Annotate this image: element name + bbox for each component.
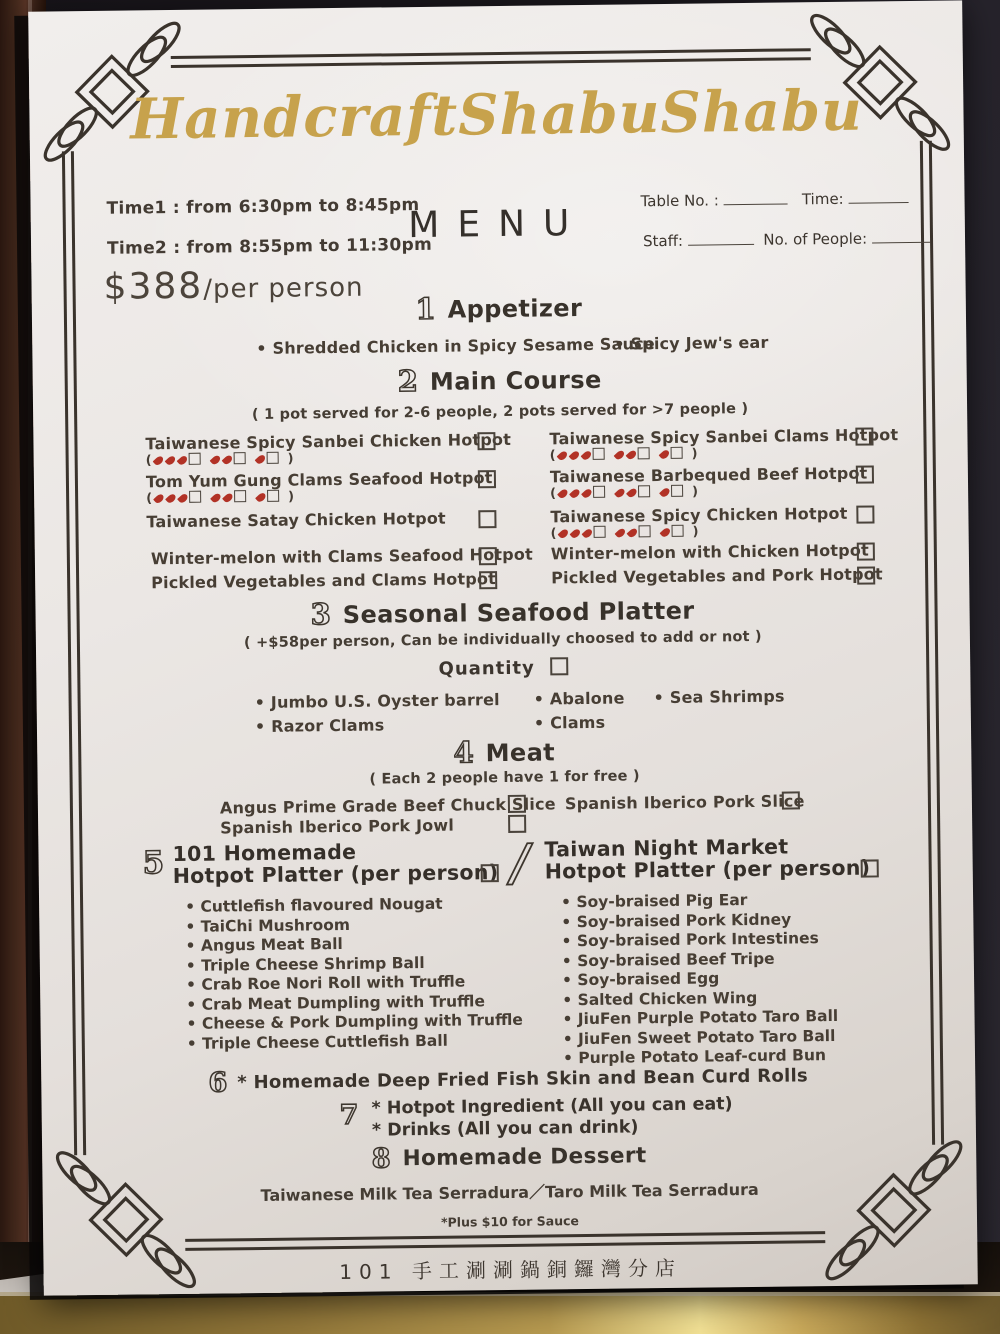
- hotpot-option: Pickled Vegetables and Pork Hotpot: [551, 564, 883, 588]
- chili-icon: [222, 454, 234, 466]
- platter-101-title-line1: 101 Homemade: [172, 839, 357, 867]
- chili-icon: [177, 454, 189, 466]
- section-number: 8: [371, 1143, 391, 1175]
- platter-101-checkbox[interactable]: [481, 864, 499, 882]
- spice-level-checkbox[interactable]: [267, 490, 279, 502]
- chili-icon: [165, 455, 177, 467]
- chili-icon: [255, 491, 267, 503]
- hotpot-option: Taiwanese Barbequed Beef Hotpot: [549, 463, 868, 487]
- seafood-item: • Abalone: [534, 689, 625, 709]
- section-number: 1: [415, 291, 436, 327]
- session-time-1: Time1 : from 6:30pm to 8:45pm: [106, 194, 420, 219]
- hotpot-checkbox[interactable]: [479, 571, 497, 589]
- hotpot-checkbox[interactable]: [479, 547, 497, 565]
- list-item: • JiuFen Sweet Potato Taro Ball: [563, 1026, 839, 1049]
- chili-icon: [615, 527, 627, 539]
- platter-101-title-line2: Hotpot Platter (per person): [172, 859, 499, 888]
- spice-level-checkbox[interactable]: [593, 526, 605, 538]
- list-item: • Soy-braised Beef Tripe: [562, 948, 838, 971]
- frame-top-inner: [171, 57, 811, 68]
- appetizer-item: • Shredded Chicken in Spicy Sesame Sauce: [256, 334, 655, 358]
- chili-icon: [153, 493, 165, 505]
- section-number: 2: [397, 364, 419, 399]
- chili-icon: [659, 487, 671, 499]
- hotpot-option: Winter-melon with Clams Seafood Hotpot: [150, 544, 534, 569]
- spice-level-row: ( ): [145, 451, 295, 469]
- spice-level-checkbox[interactable]: [671, 447, 683, 459]
- chili-icon: [570, 528, 582, 540]
- spice-level-row: ( ): [549, 446, 699, 464]
- hotpot-checkbox[interactable]: [855, 427, 873, 445]
- menu-heading: MENU: [408, 202, 588, 247]
- chili-icon: [569, 450, 581, 462]
- all-you-can-drink-line: * Drinks (All you can drink): [371, 1117, 639, 1141]
- spice-level-checkbox[interactable]: [234, 452, 246, 464]
- hotpot-option: Tom Yum Gung Clams Seafood Hotpot: [145, 468, 493, 492]
- time-label: Time:: [801, 189, 844, 209]
- section-number: 5: [142, 845, 165, 882]
- spice-level-row: ( ): [550, 484, 700, 502]
- list-item: • Soy-braised Pork Intestines: [561, 929, 837, 952]
- chili-icon: [660, 527, 672, 539]
- chili-icon: [165, 493, 177, 505]
- chili-icon: [614, 487, 626, 499]
- quantity-label: Quantity: [438, 657, 535, 680]
- chili-icon: [153, 455, 165, 467]
- chili-icon: [626, 449, 638, 461]
- divider-slash-icon: /: [510, 832, 530, 892]
- platter-night-items: [561, 890, 839, 1069]
- meat-checkbox[interactable]: [782, 791, 800, 809]
- price-amount: $388: [103, 265, 204, 308]
- hotpot-checkbox[interactable]: [856, 505, 874, 523]
- chili-icon: [210, 454, 222, 466]
- list-item: • Soy-braised Pork Kidney: [561, 909, 837, 932]
- table-no-field[interactable]: [723, 190, 787, 205]
- hotpot-checkbox[interactable]: [478, 510, 496, 528]
- hotpot-checkbox[interactable]: [478, 470, 496, 488]
- meat-checkbox[interactable]: [508, 815, 526, 833]
- chili-icon: [558, 528, 570, 540]
- meat-note: ( Each 2 people have 1 for free ): [369, 768, 640, 788]
- section-seafood-header: 3 Seasonal Seafood Platter: [310, 596, 695, 632]
- hotpot-option: Taiwanese Spicy Sanbei Clams Hotpot: [549, 425, 899, 449]
- platter-night-title-line2: Hotpot Platter (per person): [544, 855, 871, 884]
- list-item: • Angus Meat Ball: [186, 933, 523, 957]
- menu-paper: [28, 0, 978, 1295]
- spice-level-checkbox[interactable]: [593, 486, 605, 498]
- people-field[interactable]: [872, 229, 930, 244]
- restaurant-title: HandcraftShabuShabu: [129, 77, 864, 153]
- time-field[interactable]: [848, 189, 908, 204]
- chili-icon: [210, 492, 222, 504]
- chili-icon: [581, 487, 593, 499]
- chili-icon: [557, 488, 569, 500]
- spice-level-checkbox[interactable]: [189, 491, 201, 503]
- frame-bottom-inner: [185, 1240, 825, 1251]
- spice-level-checkbox[interactable]: [234, 490, 246, 502]
- list-item: • Soy-braised Pig Ear: [561, 890, 837, 913]
- platter-night-title-line1: Taiwan Night Market: [544, 834, 789, 862]
- section-number: 4: [453, 735, 474, 770]
- platter-101-items: [185, 894, 523, 1054]
- list-item: • Crab Meat Dumpling with Truffle: [186, 991, 523, 1015]
- hotpot-checkbox[interactable]: [857, 542, 875, 560]
- list-item: • TaiChi Mushroom: [185, 913, 522, 937]
- chili-icon: [582, 527, 594, 539]
- staff-field[interactable]: [688, 231, 754, 246]
- section-number: 7: [339, 1099, 359, 1132]
- section-dessert-header: 8 Homemade Dessert: [371, 1143, 647, 1175]
- chili-icon: [614, 449, 626, 461]
- chili-icon: [222, 492, 234, 504]
- list-item: • Triple Cheese Cuttlefish Ball: [187, 1030, 524, 1054]
- hotpot-checkbox[interactable]: [856, 465, 874, 483]
- spice-level-checkbox[interactable]: [638, 525, 650, 537]
- section-fish-skin: 6 * Homemade Deep Fried Fish Skin and Bean Curd Rolls: [208, 1065, 809, 1099]
- seafood-item: • Sea Shrimps: [654, 687, 785, 708]
- dessert-options: Taiwanese Milk Tea Serradura／Taro Milk Tea Serradura: [260, 1179, 759, 1206]
- section-number: 3: [310, 597, 331, 632]
- price-suffix: /per person: [203, 272, 364, 305]
- section-main-course-header: 2 Main Course: [397, 364, 602, 399]
- list-item: • Cuttlefish flavoured Nougat: [185, 894, 522, 918]
- section-meat-header: 4 Meat: [453, 735, 556, 770]
- gold-table-trim: [0, 1292, 1000, 1334]
- list-item: • Triple Cheese Shrimp Ball: [186, 952, 523, 976]
- meat-option: Angus Prime Grade Beef Chuck Slice: [219, 794, 556, 818]
- chili-icon: [557, 450, 569, 462]
- hotpot-option: Pickled Vegetables and Clams Hotpot: [151, 569, 497, 593]
- spice-level-checkbox[interactable]: [593, 448, 605, 460]
- meat-option: Spanish Iberico Pork Slice: [564, 791, 805, 814]
- people-label: No. of People:: [763, 229, 868, 249]
- seafood-item: • Razor Clams: [255, 715, 385, 736]
- chili-icon: [569, 488, 581, 500]
- seafood-note: ( +$58per person, Can be individually choosed to add or not ): [243, 628, 762, 652]
- meat-option: Spanish Iberico Pork Jowl: [220, 815, 455, 838]
- chili-icon: [659, 449, 671, 461]
- branch-name-chinese: 101 手工涮涮鍋銅鑼灣分店: [339, 1255, 682, 1285]
- seafood-item: • Clams: [534, 713, 606, 733]
- meat-checkbox[interactable]: [508, 795, 526, 813]
- spice-level-checkbox[interactable]: [189, 453, 201, 465]
- list-item: • Purple Potato Leaf-curd Bun: [563, 1046, 839, 1069]
- session-time-2: Time2 : from 8:55pm to 11:30pm: [106, 234, 433, 259]
- hotpot-option: Taiwanese Spicy Sanbei Chicken Hotpot: [145, 429, 512, 454]
- chili-icon: [626, 487, 638, 499]
- section-number: 6: [208, 1067, 228, 1099]
- staff-label: Staff:: [642, 231, 684, 251]
- list-item: • Cheese & Pork Dumpling with Truffle: [186, 1011, 523, 1035]
- chili-icon: [581, 450, 593, 462]
- chili-icon: [177, 492, 189, 504]
- list-item: • Crab Roe Nori Roll with Truffle: [186, 972, 523, 996]
- appetizer-item: • Spicy Jew's ear: [614, 333, 768, 354]
- list-item: • Salted Chicken Wing: [562, 987, 838, 1010]
- main-course-note: ( 1 pot served for 2-6 people, 2 pots served for >7 people ): [251, 400, 749, 424]
- spice-level-row: ( ): [146, 489, 296, 507]
- spice-level-checkbox[interactable]: [671, 485, 683, 497]
- spice-level-checkbox[interactable]: [671, 525, 683, 537]
- seafood-item: • Jumbo U.S. Oyster barrel: [255, 690, 500, 712]
- list-item: • JiuFen Purple Potato Taro Ball: [562, 1007, 838, 1030]
- spice-level-checkbox[interactable]: [638, 485, 650, 497]
- hotpot-option: Taiwanese Satay Chicken Hotpot: [146, 508, 446, 532]
- list-item: • Soy-braised Egg: [562, 968, 838, 991]
- chili-icon: [255, 453, 267, 465]
- chili-icon: [627, 527, 639, 539]
- section-appetizer-header: 1 Appetizer: [415, 291, 583, 327]
- hotpot-option: Winter-melon with Chicken Hotpot: [550, 540, 869, 564]
- spice-level-checkbox[interactable]: [638, 447, 650, 459]
- platter-night-checkbox[interactable]: [861, 859, 879, 877]
- all-you-can-eat-line: * Hotpot Ingredient (All you can eat): [371, 1094, 733, 1119]
- quantity-checkbox[interactable]: [550, 657, 568, 675]
- table-no-label: Table No. :: [640, 191, 719, 211]
- hotpot-checkbox[interactable]: [477, 432, 495, 450]
- hotpot-option: Taiwanese Spicy Chicken Hotpot: [550, 503, 848, 527]
- spice-level-row: ( ): [550, 524, 700, 542]
- hotpot-checkbox[interactable]: [857, 566, 875, 584]
- spice-level-checkbox[interactable]: [267, 452, 279, 464]
- sauce-note: *Plus $10 for Sauce: [440, 1213, 580, 1230]
